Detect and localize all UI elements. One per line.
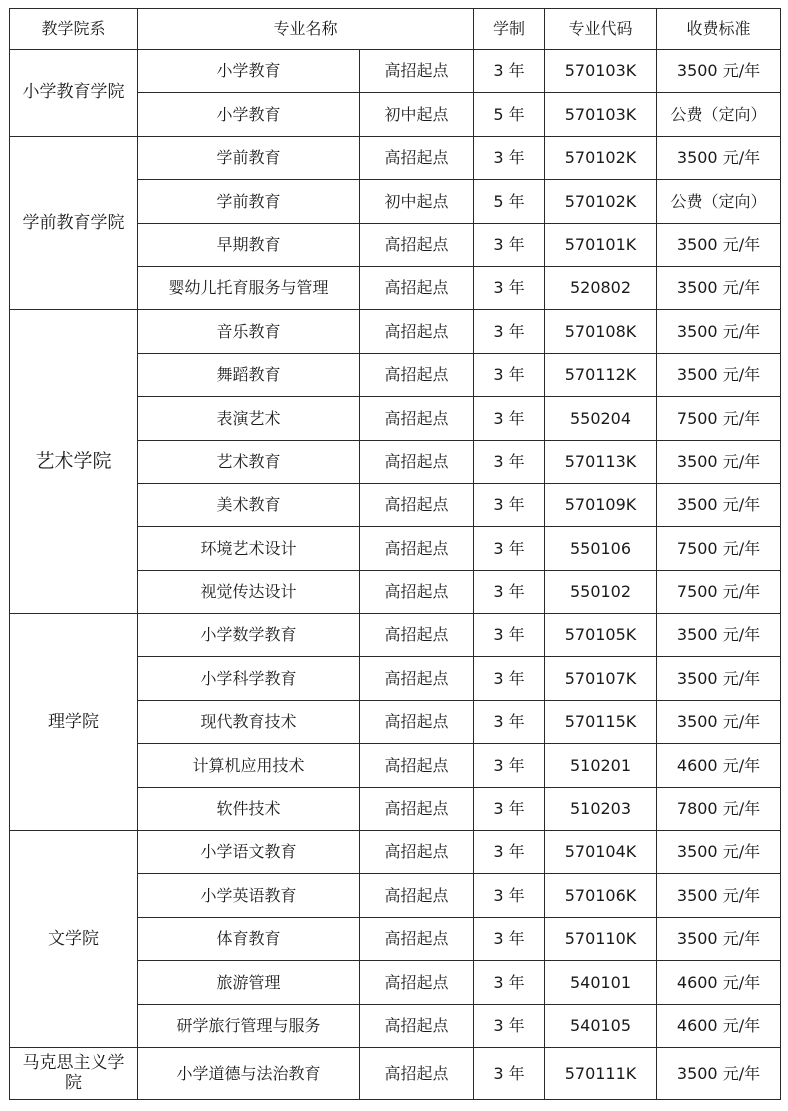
entry-level: 高招起点 bbox=[360, 874, 474, 917]
table-row bbox=[10, 1047, 781, 1099]
table-row bbox=[10, 614, 781, 657]
entry-level: 高招起点 bbox=[360, 614, 474, 657]
major-name: 学前教育 bbox=[138, 136, 360, 179]
duration: 3 年 bbox=[474, 266, 545, 309]
entry-level: 初中起点 bbox=[360, 180, 474, 223]
table-body bbox=[10, 9, 781, 1100]
entry-level: 高招起点 bbox=[360, 440, 474, 483]
duration: 3 年 bbox=[474, 744, 545, 787]
major-code: 570107K bbox=[545, 657, 657, 700]
major-name: 表演艺术 bbox=[138, 397, 360, 440]
table-row bbox=[10, 50, 781, 93]
duration: 3 年 bbox=[474, 700, 545, 743]
entry-level: 高招起点 bbox=[360, 831, 474, 874]
fee: 7500 元/年 bbox=[657, 570, 781, 613]
fee: 3500 元/年 bbox=[657, 353, 781, 396]
entry-level: 高招起点 bbox=[360, 1004, 474, 1047]
major-code: 570105K bbox=[545, 614, 657, 657]
duration: 3 年 bbox=[474, 570, 545, 613]
duration: 3 年 bbox=[474, 831, 545, 874]
table-row bbox=[10, 136, 781, 179]
major-name: 环境艺术设计 bbox=[138, 527, 360, 570]
entry-level: 高招起点 bbox=[360, 50, 474, 93]
major-code: 550102 bbox=[545, 570, 657, 613]
major-name: 小学科学教育 bbox=[138, 657, 360, 700]
fee: 公费（定向） bbox=[657, 180, 781, 223]
duration: 3 年 bbox=[474, 917, 545, 960]
major-name: 研学旅行管理与服务 bbox=[138, 1004, 360, 1047]
major-name: 舞蹈教育 bbox=[138, 353, 360, 396]
duration: 3 年 bbox=[474, 440, 545, 483]
major-name: 体育教育 bbox=[138, 917, 360, 960]
fee: 7500 元/年 bbox=[657, 397, 781, 440]
duration: 3 年 bbox=[474, 614, 545, 657]
major-code: 570113K bbox=[545, 440, 657, 483]
duration: 5 年 bbox=[474, 93, 545, 136]
duration: 3 年 bbox=[474, 874, 545, 917]
fee: 3500 元/年 bbox=[657, 874, 781, 917]
major-name: 小学教育 bbox=[138, 50, 360, 93]
department-name: 马克思主义学院 bbox=[10, 1047, 138, 1099]
entry-level: 高招起点 bbox=[360, 353, 474, 396]
major-name: 学前教育 bbox=[138, 180, 360, 223]
header-dept: 教学院系 bbox=[10, 9, 138, 50]
duration: 3 年 bbox=[474, 1004, 545, 1047]
fee: 4600 元/年 bbox=[657, 961, 781, 1004]
fee: 3500 元/年 bbox=[657, 223, 781, 266]
entry-level: 高招起点 bbox=[360, 266, 474, 309]
fee: 3500 元/年 bbox=[657, 266, 781, 309]
major-name: 小学数学教育 bbox=[138, 614, 360, 657]
major-code: 570103K bbox=[545, 50, 657, 93]
duration: 3 年 bbox=[474, 310, 545, 353]
entry-level: 高招起点 bbox=[360, 397, 474, 440]
fee: 3500 元/年 bbox=[657, 50, 781, 93]
fee: 3500 元/年 bbox=[657, 917, 781, 960]
entry-level: 高招起点 bbox=[360, 570, 474, 613]
header-code: 专业代码 bbox=[545, 9, 657, 50]
major-code: 570110K bbox=[545, 917, 657, 960]
department-name: 理学院 bbox=[10, 614, 138, 831]
fee: 3500 元/年 bbox=[657, 614, 781, 657]
major-code: 570108K bbox=[545, 310, 657, 353]
header-row bbox=[10, 9, 781, 50]
major-code: 570103K bbox=[545, 93, 657, 136]
duration: 3 年 bbox=[474, 353, 545, 396]
fee: 7500 元/年 bbox=[657, 527, 781, 570]
major-name: 计算机应用技术 bbox=[138, 744, 360, 787]
duration: 3 年 bbox=[474, 50, 545, 93]
major-code: 570104K bbox=[545, 831, 657, 874]
fee: 3500 元/年 bbox=[657, 440, 781, 483]
duration: 3 年 bbox=[474, 223, 545, 266]
duration: 3 年 bbox=[474, 787, 545, 830]
major-code: 570111K bbox=[545, 1047, 657, 1099]
entry-level: 高招起点 bbox=[360, 744, 474, 787]
fee: 3500 元/年 bbox=[657, 700, 781, 743]
fee: 4600 元/年 bbox=[657, 1004, 781, 1047]
department-name: 艺术学院 bbox=[10, 310, 138, 614]
entry-level: 高招起点 bbox=[360, 310, 474, 353]
duration: 3 年 bbox=[474, 657, 545, 700]
major-code: 550106 bbox=[545, 527, 657, 570]
major-code: 570102K bbox=[545, 136, 657, 179]
fee: 3500 元/年 bbox=[657, 831, 781, 874]
fee: 4600 元/年 bbox=[657, 744, 781, 787]
major-code: 510201 bbox=[545, 744, 657, 787]
header-duration: 学制 bbox=[474, 9, 545, 50]
major-name: 软件技术 bbox=[138, 787, 360, 830]
entry-level: 高招起点 bbox=[360, 917, 474, 960]
fee: 7800 元/年 bbox=[657, 787, 781, 830]
entry-level: 初中起点 bbox=[360, 93, 474, 136]
major-code: 510203 bbox=[545, 787, 657, 830]
major-code: 550204 bbox=[545, 397, 657, 440]
duration: 3 年 bbox=[474, 527, 545, 570]
major-name: 婴幼儿托育服务与管理 bbox=[138, 266, 360, 309]
department-name: 文学院 bbox=[10, 831, 138, 1048]
duration: 3 年 bbox=[474, 1047, 545, 1099]
entry-level: 高招起点 bbox=[360, 223, 474, 266]
fee: 3500 元/年 bbox=[657, 136, 781, 179]
entry-level: 高招起点 bbox=[360, 483, 474, 526]
fee: 3500 元/年 bbox=[657, 310, 781, 353]
fee: 公费（定向） bbox=[657, 93, 781, 136]
major-code: 570106K bbox=[545, 874, 657, 917]
major-name: 现代教育技术 bbox=[138, 700, 360, 743]
duration: 3 年 bbox=[474, 397, 545, 440]
entry-level: 高招起点 bbox=[360, 136, 474, 179]
entry-level: 高招起点 bbox=[360, 657, 474, 700]
major-code: 570115K bbox=[545, 700, 657, 743]
entry-level: 高招起点 bbox=[360, 961, 474, 1004]
table-row bbox=[10, 831, 781, 874]
major-name: 小学教育 bbox=[138, 93, 360, 136]
entry-level: 高招起点 bbox=[360, 700, 474, 743]
fee: 3500 元/年 bbox=[657, 483, 781, 526]
major-name: 早期教育 bbox=[138, 223, 360, 266]
major-name: 视觉传达设计 bbox=[138, 570, 360, 613]
header-major: 专业名称 bbox=[138, 9, 474, 50]
major-name: 小学英语教育 bbox=[138, 874, 360, 917]
entry-level: 高招起点 bbox=[360, 787, 474, 830]
major-name: 旅游管理 bbox=[138, 961, 360, 1004]
major-name: 音乐教育 bbox=[138, 310, 360, 353]
duration: 3 年 bbox=[474, 483, 545, 526]
department-name: 学前教育学院 bbox=[10, 136, 138, 310]
duration: 3 年 bbox=[474, 136, 545, 179]
entry-level: 高招起点 bbox=[360, 1047, 474, 1099]
duration: 5 年 bbox=[474, 180, 545, 223]
major-name: 艺术教育 bbox=[138, 440, 360, 483]
fee: 3500 元/年 bbox=[657, 1047, 781, 1099]
table-row bbox=[10, 310, 781, 353]
major-name: 美术教育 bbox=[138, 483, 360, 526]
duration: 3 年 bbox=[474, 961, 545, 1004]
major-name: 小学语文教育 bbox=[138, 831, 360, 874]
major-code: 540101 bbox=[545, 961, 657, 1004]
majors-fee-table bbox=[9, 8, 781, 1100]
fee: 3500 元/年 bbox=[657, 657, 781, 700]
department-name: 小学教育学院 bbox=[10, 50, 138, 137]
major-code: 570112K bbox=[545, 353, 657, 396]
major-code: 570101K bbox=[545, 223, 657, 266]
major-name: 小学道德与法治教育 bbox=[138, 1047, 360, 1099]
header-fee: 收费标准 bbox=[657, 9, 781, 50]
entry-level: 高招起点 bbox=[360, 527, 474, 570]
major-code: 520802 bbox=[545, 266, 657, 309]
major-code: 570102K bbox=[545, 180, 657, 223]
major-code: 540105 bbox=[545, 1004, 657, 1047]
major-code: 570109K bbox=[545, 483, 657, 526]
